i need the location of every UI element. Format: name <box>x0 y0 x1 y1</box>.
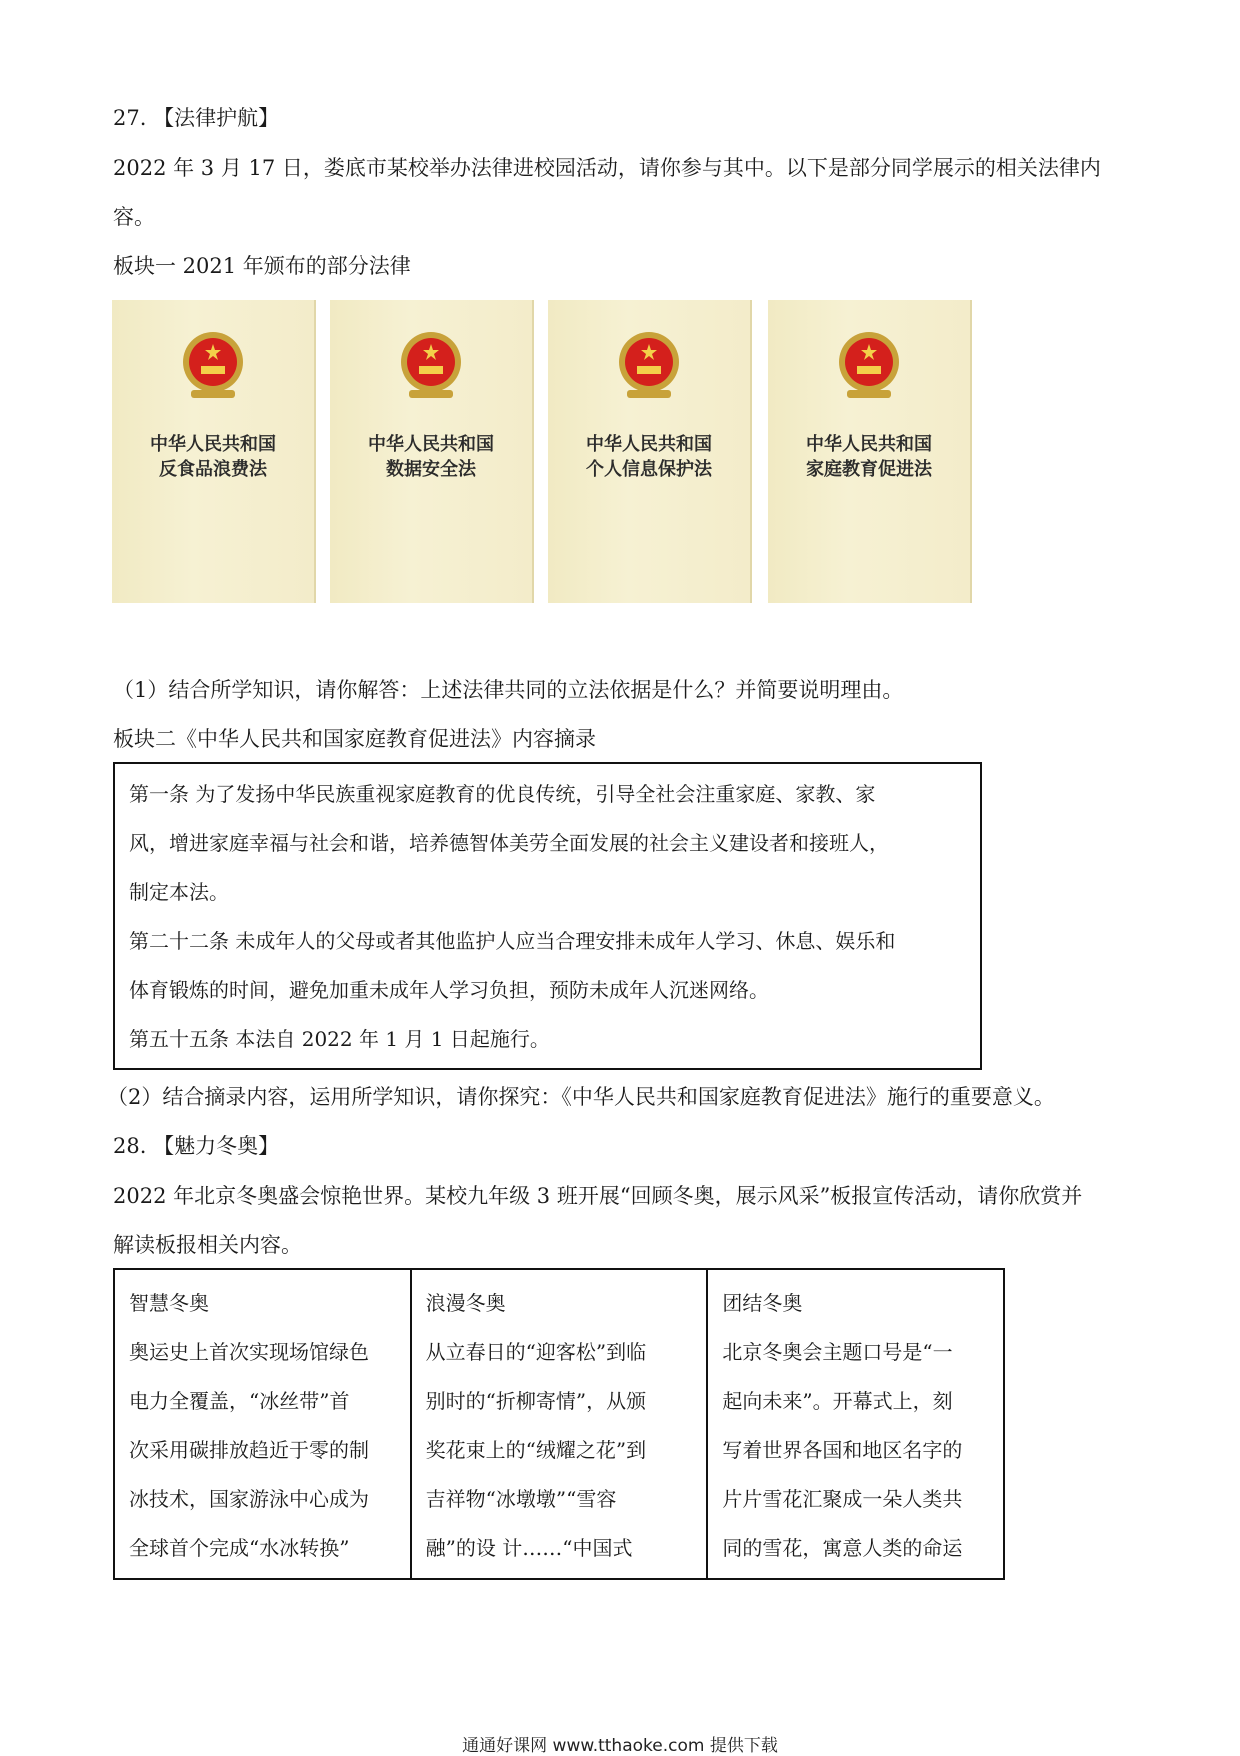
board-column-romantic <box>412 1270 709 1578</box>
sub-question-2: （2）结合摘录内容，运用所学知识，请你探究：《中华人民共和国家庭教育促进法》施行的重要意义。 <box>107 1085 1055 1109</box>
question-28-intro-line-1: 2022 年北京冬奥盛会惊艳世界。某校九年级 3 班开展“回顾冬奥，展示风采”板报宣传活动，请你欣赏并 <box>113 1184 1083 1208</box>
excerpt-line: 第一条 为了发扬中华民族重视家庭教育的优良传统，引导全社会注重家庭、家教、家 <box>129 782 876 806</box>
board-line: 冰技术，国家游泳中心成为 <box>129 1487 369 1511</box>
board-line: 奥运史上首次实现场馆绿色 <box>129 1340 369 1364</box>
excerpt-line: 体育锻炼的时间，避免加重未成年人学习负担，预防未成年人沉迷网络。 <box>129 978 769 1002</box>
law-book-cover <box>112 300 316 603</box>
law-book-cover <box>768 300 972 603</box>
book-title-line-1: 中华人民共和国 <box>368 434 494 455</box>
board-line: 电力全覆盖，“冰丝带”首 <box>129 1389 350 1413</box>
board-column-heading: 浪漫冬奥 <box>425 1291 506 1315</box>
question-27-intro-line-2: 容。 <box>113 205 155 229</box>
question-27-title: 27. 【法律护航】 <box>113 106 280 130</box>
excerpt-line: 制定本法。 <box>129 880 229 904</box>
footer-source: 通通好课网 www.tthaoke.com 提供下载 <box>462 1736 778 1756</box>
board-line: 从立春日的“迎客松”到临 <box>425 1340 647 1364</box>
bulletin-board-table <box>113 1268 1005 1580</box>
national-emblem-icon <box>395 328 467 406</box>
board-line: 吉祥物“冰墩墩”“雪容 <box>425 1487 617 1511</box>
board-column-heading: 智慧冬奥 <box>129 1291 209 1315</box>
excerpt-line: 第五十五条 本法自 2022 年 1 月 1 日起施行。 <box>129 1027 550 1051</box>
question-28-title: 28. 【魅力冬奥】 <box>113 1134 280 1158</box>
question-27-intro-line-1: 2022 年 3 月 17 日，娄底市某校举办法律进校园活动，请你参与其中。以下是部分同学展示的相关法律内 <box>113 156 1101 180</box>
law-book-cover <box>548 300 752 603</box>
national-emblem-icon <box>833 328 905 406</box>
board-line: 别时的“折柳寄情”，从颁 <box>425 1389 647 1413</box>
sub-question-1: （1）结合所学知识，请你解答：上述法律共同的立法依据是什么？并简要说明理由。 <box>113 678 904 702</box>
board-line: 起向未来”。开幕式上，刻 <box>722 1389 953 1413</box>
book-title-line-2: 反食品浪费法 <box>159 459 267 480</box>
national-emblem-icon <box>177 328 249 406</box>
national-emblem-icon <box>613 328 685 406</box>
book-title-line-2: 个人信息保护法 <box>586 459 712 480</box>
excerpt-line: 第二十二条 未成年人的父母或者其他监护人应当合理安排未成年人学习、休息、娱乐和 <box>129 929 896 953</box>
board-line: 北京冬奥会主题口号是“一 <box>722 1340 953 1364</box>
law-excerpt-box <box>113 762 982 1070</box>
board-line: 融”的设 计……“中国式 <box>425 1536 633 1560</box>
board-line: 全球首个完成“水冰转换” <box>129 1536 350 1560</box>
book-title-line-2: 家庭教育促进法 <box>806 459 932 480</box>
book-title-line-1: 中华人民共和国 <box>806 434 932 455</box>
excerpt-line: 风，增进家庭幸福与社会和谐，培养德智体美劳全面发展的社会主义建设者和接班人， <box>129 831 889 855</box>
book-title-line-2: 数据安全法 <box>386 459 476 480</box>
law-book-covers <box>112 300 972 603</box>
book-title-line-1: 中华人民共和国 <box>150 434 276 455</box>
board-line: 同的雪花，寓意人类的命运 <box>722 1536 963 1560</box>
board-line: 写着世界各国和地区名字的 <box>722 1438 963 1462</box>
section-1-title: 板块一 2021 年颁布的部分法律 <box>113 254 411 278</box>
board-line: 奖花束上的“绒耀之花”到 <box>425 1438 647 1462</box>
board-column-heading: 团结冬奥 <box>722 1291 803 1315</box>
section-2-title: 板块二《中华人民共和国家庭教育促进法》内容摘录 <box>113 727 596 751</box>
board-column-smart <box>115 1270 412 1578</box>
board-line: 次采用碳排放趋近于零的制 <box>129 1438 369 1462</box>
question-28-intro-line-2: 解读板报相关内容。 <box>113 1233 302 1257</box>
board-line: 片片雪花汇聚成一朵人类共 <box>722 1487 963 1511</box>
law-book-cover <box>330 300 534 603</box>
book-title-line-1: 中华人民共和国 <box>586 434 712 455</box>
board-column-unity <box>708 1270 1003 1578</box>
